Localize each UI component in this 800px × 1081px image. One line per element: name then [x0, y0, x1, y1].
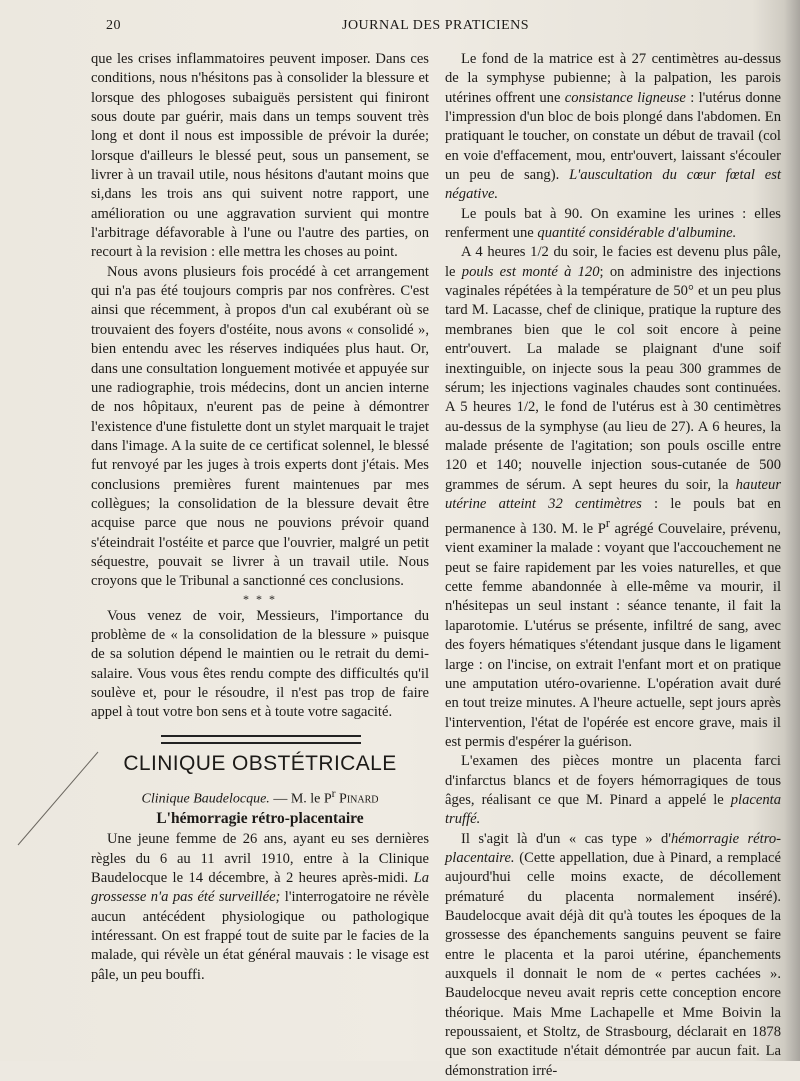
left-column	[91, 50, 429, 985]
text-run: Le pouls bat à 90. On examine les urines : elles renferment une	[445, 205, 781, 242]
text-run: Une jeune femme de 26 ans, ayant eu ses dernières règles du 6 au 11 avril 1910, entre à la Clinique Baudelocque le 14 décembre, à 2 heures après-midi.	[91, 831, 429, 887]
right-column	[445, 50, 781, 1081]
page-number: 20	[106, 18, 121, 33]
journal-title: JOURNAL DES PRATICIENS	[342, 18, 530, 33]
italic-run: quantité considérable d'albumine.	[537, 225, 737, 242]
byline-name: Pinard	[339, 791, 379, 807]
italic-run: L'auscultation du cœur fœtal est négative.	[445, 167, 781, 203]
text-run: Il s'agit là d'un « cas type » d'	[461, 830, 671, 847]
paragraph	[445, 50, 781, 205]
italic-run: placenta truffé.	[445, 791, 781, 828]
running-header	[92, 18, 792, 38]
text-run: (Cette appellation, due à Pinard, a remplacé aujourd'hui celle moins exacte, de décollement prématuré du placenta normalement inséré). Baudelocque avait déjà dit qu'à toutes les époques de la grossesse des épanchements sanguins peuvent se faire entre le placenta et la paroi utérine, épanchements auxquels il donnait le nom de « pertes cachées ». Baudelocque neveu avait repris cette conception encore théorique. Mais Mme Lachapelle et Mme Boivin la repoussaient, et Stoltz, de Strasbourg, déclarait en 1878 que son exactitude n'était démontrée par aucun fait. La démonstration irré-	[445, 849, 781, 1079]
italic-run: hauteur utérine atteint 32 centimètres	[445, 476, 781, 512]
text-run: A 4 heures 1/2 du soir, le facies est devenu plus pâle, le	[445, 244, 781, 280]
italic-run: consistance ligneuse	[564, 89, 686, 106]
text-run: L'examen des pièces montre un placenta farci d'infarctus blancs et de foyers hémorragiques de tous âges, réalisant ce que M. Pinard a appelé le	[445, 753, 781, 808]
text-run: ; on administre des injections vaginales répétées à la température de 50° et un peu plus tard M. Lacasse, chef de clinique, pratique la rupture des membranes bien que le col soit encore à peine entr'ouvert. La malade se plaignant d'une soif inextinguible, on injecte sous la peau 300 grammes de sérum; les injections vaginales chaudes sont continuées. A 5 heures 1/2, le fond de l'utérus est à 30 centimètres au-dessus de la symphyse (au lieu de 27). A 6 heures, la malade présente de l'agitation; son pouls oscille entre 120 et 140; nouvelle injection sous-cutanée de 500 grammes de sérum. A sept heures du soir, la	[445, 263, 781, 493]
paragraph	[445, 830, 781, 1081]
section-divider	[161, 735, 361, 744]
article-byline	[91, 784, 429, 809]
byline-source: Clinique Baudelocque.	[141, 791, 270, 807]
text-run: Le fond de la matrice est à 27 centimètres au-dessus de la symphyse pubienne; à la palpation, les parois utérines offrent une	[445, 51, 781, 106]
byline-sup: r	[331, 786, 336, 800]
text-run: : l'utérus donne l'impression d'un bloc de bois plongé dans l'abdomen. En pratiquant le toucher, on constate un début de travail (col en voie d'effacement, mou, entr'ouvert, laissant s'écouler un peu de sang).	[445, 89, 781, 184]
paragraph	[445, 205, 781, 244]
text-run: agrégé Couvelaire, prévenu, vient examiner la malade : voyant que l'accouchement ne peut se faire rapidement par les voies naturelles, et que cette femme abandonnée à elle-même va mourir, il n'hésitepas un seul instant : séance tenante, il fait la laparotomie. L'utérus se présente, infiltré de sang, avec des foyers hématiques s'étendant jusque dans le ligament large : on l'incise, on extrait l'enfant mort et on pratique une amputation utéro-ovarienne. L'opération avait duré en tout treize minutes. A l'heure actuelle, sept jours après l'intervention, l'état de l'opérée est encore grave, mais il est permis d'espérer la guérison.	[445, 521, 781, 750]
byline-dash: — M. le P	[269, 791, 332, 807]
paragraph: que les crises inflammatoires peuvent imposer. Dans ces conditions, nous n'hésitons pas à consolider la blessure et lorsque des phlogoses subaiguës persistent qui finiront sous doute par guérir, mais dans un temps souvent très long et dont il nous est impossible de prévoir la durée; lorsque d'ailleurs le blessé peut, sous un pansement, se livrer à un travail utile, nous hésitons d'autant moins que si,dans les trois ans qui suivent notre rapport, une amélioration ou une aggravation survient qui montre l'arbitrage défavorable à l'une ou l'autre des parties, on recourt à la revision : elle mettra les choses au point.	[91, 51, 429, 261]
italic-run: La grossesse n'a pas été surveillée;	[91, 870, 429, 906]
paragraph: Nous avons plusieurs fois procédé à cet arrangement qui n'a pas été toujours compris par nos confrères. C'est ainsi que récemment, à propos d'un cal exubérant où se trouvaient des foyers d'ostéite, nous avons « consolidé », bien entendu avec les réserves indiquées plus haut. Or, dans une consultation longuement motivée et appuyée sur une radiographie, trois médecins, dont un ancien interne de nos hôpitaux, n'eurent pas de peine à démontrer l'existence d'une fistulette dont un stylet marquait le trajet dans l'image. A la suite de ce certificat solennel, le blessé fut renvoyé par les juges à trois experts dont j'étais. Mes conclusions premières furent maintenues par mes collègues; la consolidation de la blessure devait être acquise parce que nous ne pouvions prévoir quand s'éteindrait l'ostéite et parce que l'ouvrier, malgré un petit séquestre, pouvait se livrer à un travail utile. Nous croyons que le Tribunal a sanctionné ces conclusions.	[91, 263, 429, 590]
article-title: L'hémorragie rétro-placentaire	[156, 810, 364, 828]
text-run: : le pouls bat en permanence à 130. M. le P	[445, 495, 781, 538]
italic-run: pouls est monté à 120	[461, 263, 600, 280]
section-title: CLINIQUE OBSTÉTRICALE	[123, 751, 397, 775]
paragraph	[445, 243, 781, 752]
paragraph: Vous venez de voir, Messieurs, l'importance du problème de « la consolidation de la blessure » puisque de sa solution dépend le maintien ou le retrait du demi-salaire. Vous vous êtes rendu compte des difficultés qu'il soulève et, pour le résoudre, il n'est pas trop de faire appel à tout votre bon sens et à toute votre sagacité.	[91, 607, 429, 721]
italic-run: hémorragie rétro-placentaire.	[445, 830, 781, 866]
paragraph	[91, 830, 429, 985]
pencil-stroke	[18, 752, 98, 845]
section-break-asterism: * * *	[243, 591, 277, 606]
paragraph	[445, 752, 781, 829]
superscript: r	[605, 516, 610, 531]
text-run: l'interrogatoire ne révèle aucun antécédent physiologique ou pathologique intéressant. On est frappé tout de suite par le facies de la malade, qui révèle un état général mauvais : le visage est pâle, un peu bouffi.	[91, 889, 429, 983]
